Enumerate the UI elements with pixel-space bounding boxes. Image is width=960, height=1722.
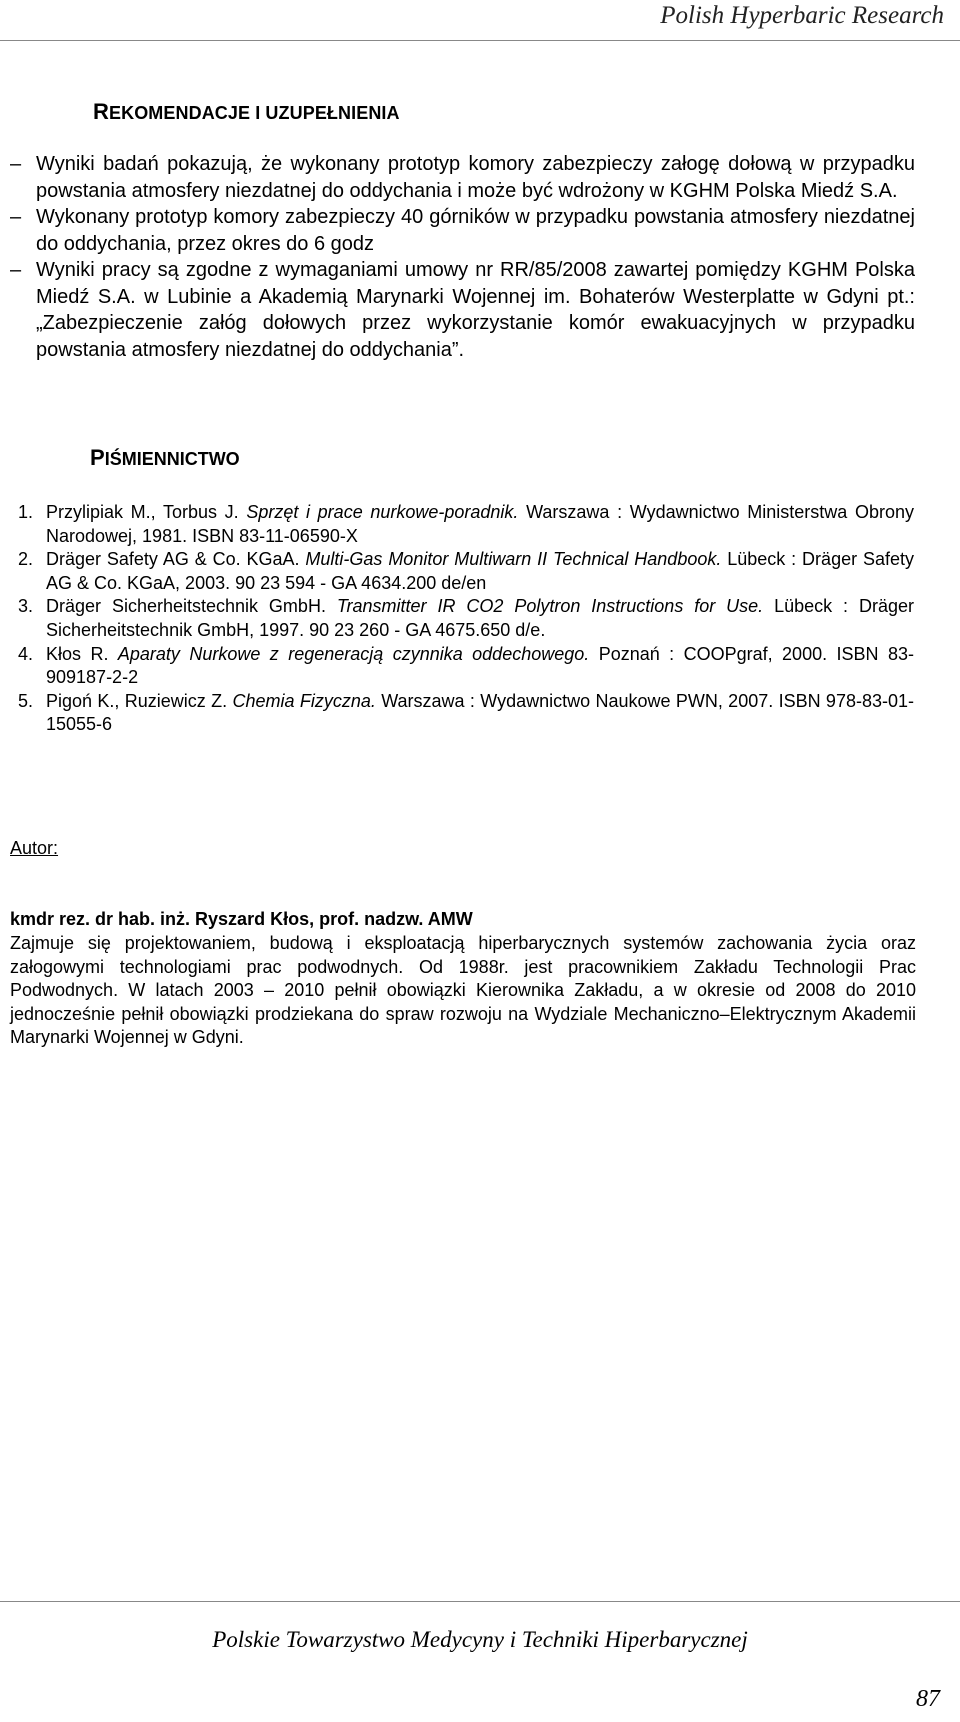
reference-publisher: Lübeck : Dräger Sicherheitstechnik GmbH, 1997. 90 23 260 - GA 4675.650 d/e. [46, 596, 914, 640]
reference-authors: Przylipiak M., Torbus J. [46, 502, 247, 522]
reference-authors: Kłos R. [46, 643, 118, 664]
literature-heading-initial: P [90, 445, 105, 470]
author-bio: Zajmuje się projektowaniem, budową i eksploatacją hiperbarycznych systemów zachowania życia oraz załogowymi technologiami prac podwodnych. Od 1988r. jest pracownikiem Zakładu Technologii Prac Podwodnych. W latach 2003 – 2010 pełnił obowiązki Kierownika Zakładu, a w okresie od 2008 do 2010 jednocześnie pełnił obowiązki prodziekana do spraw rozwoju na Wydziale Mechaniczno–Elektrycznym Akademii Marynarki Wojennej w Gdyni. [10, 933, 916, 1048]
header-divider [0, 40, 960, 41]
reference-number: 3. [18, 596, 34, 617]
recommendations-heading-rest: EKOMENDACJE I UZUPEŁNIENIA [109, 103, 400, 123]
footer-divider [0, 1601, 960, 1602]
reference-authors: Pigoń K., Ruziewicz Z. [46, 690, 233, 711]
list-item [10, 151, 915, 204]
reference-publisher: Lübeck : Dräger Safety AG & Co. KGaA, 2003. 90 23 594 - GA 4634.200 de/en [46, 549, 914, 593]
list-item [10, 257, 915, 363]
dash-bullet-icon: – [10, 259, 22, 281]
page-number: 87 [916, 1686, 940, 1712]
literature-heading-rest: IŚMIENNICTWO [104, 449, 240, 469]
list-item [10, 204, 915, 257]
reference-title: Transmitter IR CO2 Polytron Instructions for Use. [336, 596, 764, 617]
author-name: kmdr rez. dr hab. inż. Ryszard Kłos, prof. nadzw. AMW [10, 909, 473, 929]
reference-list [18, 501, 914, 737]
reference-item [18, 643, 914, 690]
recommendations-heading-initial: R [93, 99, 109, 124]
reference-item [18, 501, 914, 548]
author-label: Autor: [10, 838, 59, 858]
reference-title: Chemia Fizyczna. [232, 690, 376, 711]
dash-bullet-icon: – [10, 206, 22, 228]
recommendations-heading [93, 99, 400, 125]
reference-publisher: Poznań : COOPgraf, 2000. ISBN 83-909187-2-2 [46, 643, 914, 688]
reference-number: 5. [18, 690, 34, 711]
journal-title: Polish Hyperbaric Research [660, 2, 944, 29]
reference-publisher: Warszawa : Wydawnictwo Ministerstwa Obrony Narodowej, 1981. ISBN 83-11-06590-X [46, 502, 914, 546]
reference-item [18, 595, 914, 642]
literature-heading [90, 445, 240, 471]
reference-number: 1. [18, 502, 34, 522]
reference-number: 4. [18, 643, 34, 664]
reference-title: Sprzęt i prace nurkowe-poradnik. [246, 502, 519, 522]
recommendation-text: Wykonany prototyp komory zabezpieczy 40 górników w przypadku powstania atmosfery niezdatnej do oddychania, przez okres do 6 godz [36, 206, 915, 255]
reference-authors: Dräger Safety AG & Co. KGaA. [46, 549, 306, 570]
reference-authors: Dräger Sicherheitstechnik GmbH. [46, 596, 337, 617]
reference-publisher: Warszawa : Wydawnictwo Naukowe PWN, 2007. ISBN 978-83-01-15055-6 [46, 690, 914, 735]
footer-society: Polskie Towarzystwo Medycyny i Techniki Hiperbarycznej [212, 1627, 748, 1652]
reference-item [18, 690, 914, 737]
reference-title: Multi-Gas Monitor Multiwarn II Technical Handbook. [305, 549, 722, 570]
reference-number: 2. [18, 549, 34, 570]
dash-bullet-icon: – [10, 153, 22, 175]
recommendation-text: Wyniki badań pokazują, że wykonany prototyp komory zabezpieczy załogę dołową w przypadku powstania atmosfery niezdatnej do oddychania i może być wdrożony w KGHM Polska Miedź S.A. [36, 153, 915, 202]
recommendation-text: Wyniki pracy są zgodne z wymaganiami umowy nr RR/85/2008 zawartej pomiędzy KGHM Polska Miedź S.A. w Lubinie a Akademią Marynarki Wojennej im. Bohaterów Westerplatte w Gdyni pt.: „Zabezpieczenie załóg dołowych przez wykorzystanie komór ewakuacyjnych w przypadku powstania atmosfery niezdatnej do oddychania”. [36, 259, 915, 361]
reference-item [18, 548, 914, 595]
recommendations-list [10, 151, 915, 363]
reference-title: Aparaty Nurkowe z regeneracją czynnika oddechowego. [117, 643, 590, 664]
